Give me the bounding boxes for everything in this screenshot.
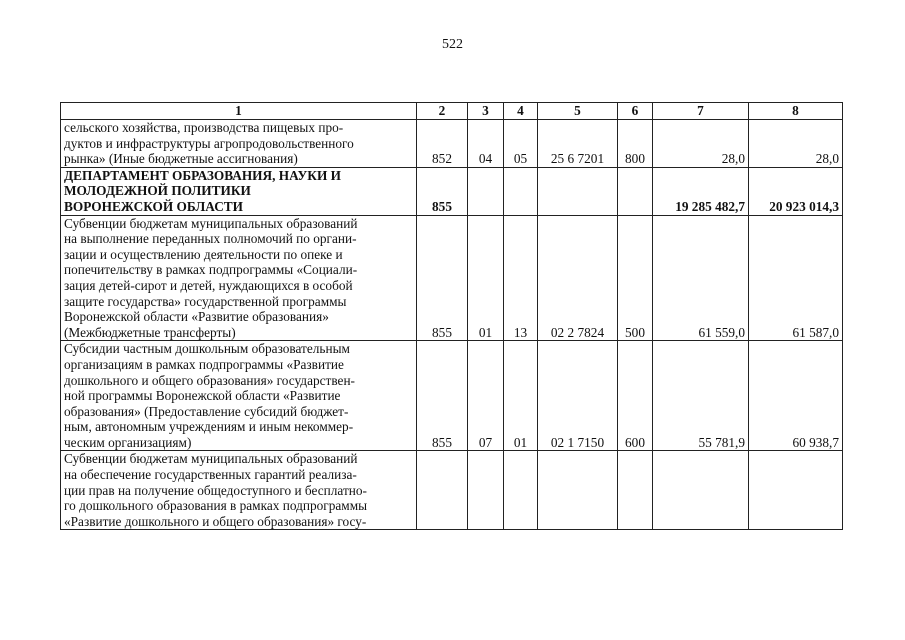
table-row (61, 215, 843, 341)
description-line: образования» (Предоставление субсидий бюджет- (64, 403, 349, 419)
ministry-code: 852 (417, 120, 468, 168)
description-line: ции прав на получение общедоступного и бесплатно- (64, 482, 367, 498)
amount-col-8 (749, 451, 843, 530)
section-code: 01 (468, 215, 504, 341)
table-row (61, 451, 843, 530)
amount-col-8: 20 923 014,3 (749, 167, 843, 215)
expense-type-code (618, 167, 653, 215)
description-line: дуктов и инфраструктуры агропродовольственного (64, 135, 354, 151)
description-line: Субвенции бюджетам муниципальных образований (64, 215, 358, 231)
description-line: рынка» (Иные бюджетные ассигнования) (64, 151, 298, 167)
description-line: МОЛОДЕЖНОЙ ПОЛИТИКИ (64, 183, 251, 199)
target-article-code: 02 1 7150 (538, 341, 618, 451)
description-line: зация детей-сирот и детей, нуждающихся в особой (64, 277, 353, 293)
expense-type-code: 800 (618, 120, 653, 168)
description-line: Субсидии частным дошкольным образовательным (64, 341, 350, 357)
description-line: на обеспечение государственных гарантий реализа- (64, 467, 357, 483)
description-line: дошкольного и общего образования» государствен- (64, 372, 355, 388)
subsection-code: 01 (504, 341, 538, 451)
section-code (468, 167, 504, 215)
ministry-code (417, 451, 468, 530)
expense-type-code: 500 (618, 215, 653, 341)
amount-col-7 (653, 451, 749, 530)
description-line: защите государства» государственной программы (64, 293, 347, 309)
row-description (61, 215, 417, 341)
column-header-3: 3 (468, 103, 504, 120)
target-article-code: 02 2 7824 (538, 215, 618, 341)
column-header-5: 5 (538, 103, 618, 120)
ministry-code: 855 (417, 341, 468, 451)
description-line: сельского хозяйства, производства пищевых про- (64, 120, 344, 135)
description-line: попечительству в рамках подпрограммы «Социали- (64, 262, 358, 278)
description-line: «Развитие дошкольного и общего образования» госу- (64, 513, 367, 529)
description-line: Воронежской области «Развитие образования» (64, 309, 329, 325)
section-code: 07 (468, 341, 504, 451)
expense-type-code: 600 (618, 341, 653, 451)
budget-table (60, 102, 843, 530)
row-description (61, 167, 417, 215)
amount-col-7: 55 781,9 (653, 341, 749, 451)
column-header-1: 1 (61, 103, 417, 120)
table-row (61, 167, 843, 215)
amount-col-8: 28,0 (749, 120, 843, 168)
subsection-code: 13 (504, 215, 538, 341)
description-line: организациям в рамках подпрограммы «Развитие (64, 356, 344, 372)
description-line: Субвенции бюджетам муниципальных образований (64, 451, 358, 467)
row-description (61, 341, 417, 451)
expense-type-code (618, 451, 653, 530)
column-header-4: 4 (504, 103, 538, 120)
section-code: 04 (468, 120, 504, 168)
column-header-2: 2 (417, 103, 468, 120)
subsection-code (504, 451, 538, 530)
ministry-code: 855 (417, 215, 468, 341)
section-code (468, 451, 504, 530)
ministry-code: 855 (417, 167, 468, 215)
page-number: 522 (442, 37, 463, 52)
header-row (61, 103, 843, 120)
table-row (61, 341, 843, 451)
description-line: ной программы Воронежской области «Развитие (64, 388, 341, 404)
description-line: ВОРОНЕЖСКОЙ ОБЛАСТИ (64, 198, 244, 214)
description-line: ческим организациям) (64, 434, 192, 450)
description-line: зации и осуществлению деятельности по опеке и (64, 246, 343, 262)
description-line: ным, автономным учреждениям и иным некоммер- (64, 419, 354, 435)
amount-col-7: 28,0 (653, 120, 749, 168)
table-row (61, 120, 843, 168)
column-header-7: 7 (653, 103, 749, 120)
amount-col-8: 61 587,0 (749, 215, 843, 341)
amount-col-7: 19 285 482,7 (653, 167, 749, 215)
target-article-code (538, 451, 618, 530)
description-line: го дошкольного образования в рамках подпрограммы (64, 498, 368, 514)
target-article-code (538, 167, 618, 215)
amount-col-8: 60 938,7 (749, 341, 843, 451)
description-line: на выполнение переданных полномочий по органи- (64, 231, 357, 247)
column-header-8: 8 (749, 103, 843, 120)
description-line: (Межбюджетные трансферты) (64, 324, 236, 340)
target-article-code: 25 6 7201 (538, 120, 618, 168)
row-description (61, 120, 417, 168)
column-header-6: 6 (618, 103, 653, 120)
subsection-code (504, 167, 538, 215)
description-line: ДЕПАРТАМЕНТ ОБРАЗОВАНИЯ, НАУКИ И (64, 167, 341, 183)
amount-col-7: 61 559,0 (653, 215, 749, 341)
row-description (61, 451, 417, 530)
subsection-code: 05 (504, 120, 538, 168)
